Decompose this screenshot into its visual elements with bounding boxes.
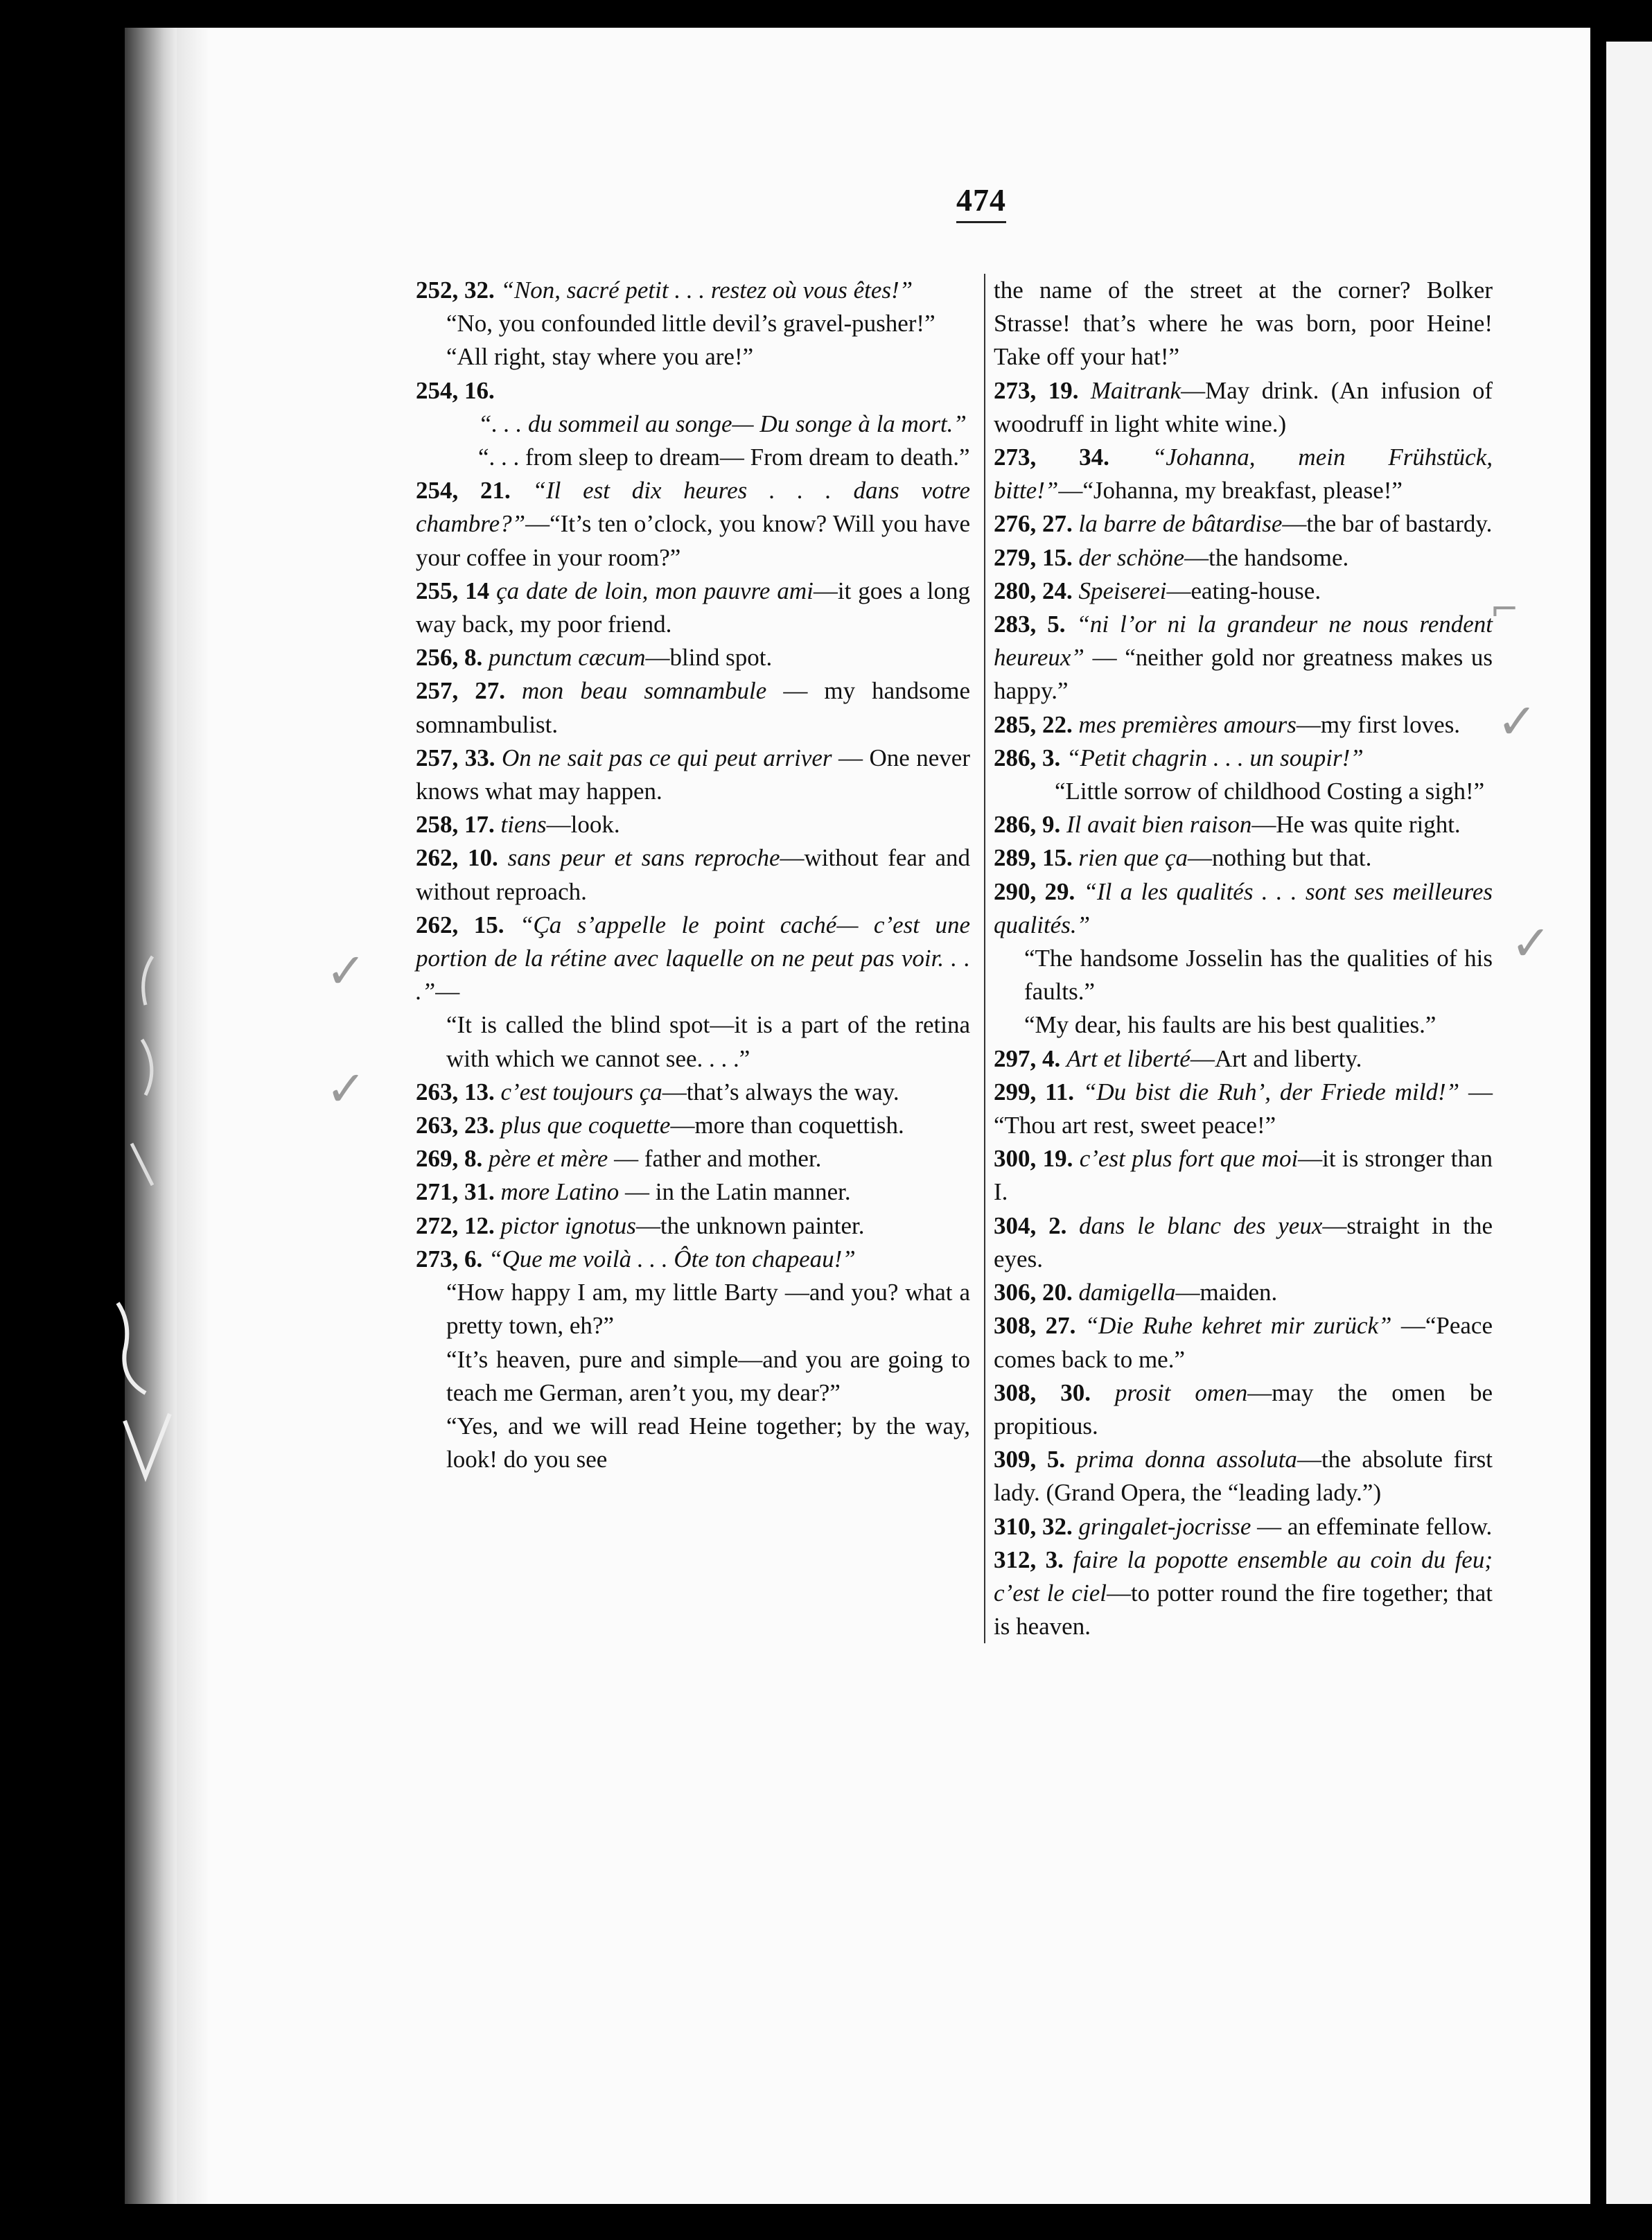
entry-reference: 256, 8.	[416, 644, 489, 672]
glossary-entry	[416, 841, 970, 908]
entry-translation: “Little sorrow of childhood Costing a sigh!”	[1055, 778, 1485, 805]
glossary-entry	[416, 1243, 970, 1276]
pencil-checkmark-icon: ✓	[326, 1060, 367, 1117]
entry-translation: —Art and liberty.	[1190, 1044, 1362, 1072]
glossary-entry	[994, 374, 1493, 441]
glossary-entry	[416, 1175, 970, 1209]
glossary-entry	[994, 608, 1493, 708]
entry-reference: 290, 29.	[994, 877, 1084, 905]
entry-reference: 285, 22.	[994, 710, 1079, 738]
entry-foreign-phrase: ça date de loin, mon pauvre ami	[496, 577, 814, 604]
glossary-entry	[416, 742, 970, 808]
entry-foreign-phrase: “Ça s’appelle le point caché— c’est une portion de la rétine avec laquelle on ne peut pas voir. . . .”	[416, 911, 971, 1006]
entry-translation: “No, you confounded little devil’s gravel-pusher!”	[446, 310, 935, 338]
entry-foreign-phrase: gringalet-jocrisse	[1078, 1512, 1251, 1540]
entry-reference: 300, 19.	[994, 1145, 1080, 1173]
entry-translation: —to potter round the fire together; that is heaven.	[994, 1579, 1493, 1640]
entry-reference: 262, 15.	[416, 911, 520, 938]
entry-translation: —may the omen be propitious.	[994, 1379, 1493, 1440]
glossary-entry	[994, 1042, 1493, 1076]
entry-reference: 254, 16.	[416, 376, 495, 404]
entry-reference: 258, 17.	[416, 811, 501, 839]
entry-translation: —the handsome.	[1184, 543, 1349, 571]
entry-reference: 271, 31.	[416, 1178, 501, 1206]
entry-foreign-phrase: dans le blanc des yeux	[1079, 1211, 1323, 1239]
glossary-entry	[994, 1209, 1493, 1276]
entry-translation: —“It’s ten o’clock, you know? Will you have your coffee in your room?”	[416, 510, 970, 571]
entry-translation: —more than coquettish.	[670, 1112, 904, 1139]
glossary-entry	[994, 575, 1493, 608]
glossary-entry	[416, 340, 970, 374]
entry-reference: 289, 15.	[994, 844, 1079, 872]
glossary-entry	[416, 274, 970, 307]
entry-reference: 283, 5.	[994, 611, 1077, 638]
entry-reference: 263, 13.	[416, 1078, 501, 1105]
glossary-entry	[994, 441, 1493, 507]
entry-reference: 254, 21.	[416, 477, 533, 505]
entry-foreign-phrase: On ne sait pas ce qui peut arriver	[501, 744, 832, 771]
entry-foreign-phrase: c’est plus fort que moi	[1079, 1145, 1299, 1173]
glossary-entry	[994, 274, 1493, 374]
entry-translation: —blind spot.	[645, 644, 773, 672]
glossary-entry	[994, 775, 1493, 808]
entry-reference: 273, 34.	[994, 444, 1152, 471]
entry-reference: 299, 11.	[994, 1078, 1083, 1105]
entry-reference: 273, 6.	[416, 1245, 489, 1272]
glossary-entry	[994, 1076, 1493, 1142]
entry-foreign-phrase: c’est toujours ça	[500, 1078, 662, 1105]
entry-translation: “. . . from sleep to dream— From dream to death.”	[478, 444, 970, 471]
entry-translation: — “neither gold nor greatness makes us happy.”	[994, 644, 1493, 705]
glossary-entry	[416, 1276, 970, 1342]
facing-page-edge	[1606, 42, 1652, 2204]
entry-reference: 279, 15.	[994, 543, 1079, 571]
glossary-entry	[416, 1076, 970, 1109]
entry-foreign-phrase: “Johanna, mein Frühstück, bitte!”	[994, 444, 1493, 505]
entry-foreign-phrase: pictor ignotus	[500, 1211, 636, 1239]
glossary-entry	[416, 374, 970, 408]
entry-foreign-phrase: faire la popotte ensemble au coin du feu; c’est le ciel	[994, 1546, 1493, 1607]
entry-translation: the name of the street at the corner? Bolker Strasse! that’s where he was born, poor Heine! Take off your hat!”	[994, 277, 1493, 371]
entry-reference: 273, 19.	[994, 376, 1091, 404]
glossary-entry	[416, 575, 970, 641]
entry-reference: 312, 3.	[994, 1546, 1073, 1573]
glossary-entry	[994, 841, 1493, 875]
glossary-entry	[416, 474, 970, 575]
glossary-entry	[994, 1543, 1493, 1644]
entry-foreign-phrase: “Die Ruhe kehret mir zurück”	[1084, 1312, 1392, 1340]
entry-foreign-phrase: Art et liberté	[1066, 1044, 1190, 1072]
entry-translation: “Yes, and we will read Heine together; by the way, look! do you see	[446, 1412, 970, 1473]
entry-translation: “It is called the blind spot—it is a part of the retina with which we cannot see. . . .”	[446, 1011, 970, 1072]
entry-translation: —He was quite right.	[1251, 811, 1461, 839]
pencil-checkmark-icon: ⌐	[1490, 589, 1519, 629]
entry-reference: 286, 3.	[994, 744, 1066, 771]
entry-reference: 255, 14	[416, 577, 497, 604]
entry-foreign-phrase: “Il est dix heures . . . dans votre chambre?”	[416, 477, 971, 538]
glossary-column-left	[416, 274, 970, 1476]
entry-reference: 280, 24.	[994, 577, 1079, 604]
glossary-entry	[994, 1008, 1493, 1042]
entry-translation: —eating-house.	[1166, 577, 1321, 604]
entry-translation: —without fear and without reproach.	[416, 844, 970, 905]
glossary-entry	[994, 541, 1493, 575]
pencil-checkmark-icon: ✓	[1511, 915, 1552, 972]
entry-translation: —the bar of bastardy.	[1282, 510, 1493, 538]
glossary-entry	[416, 909, 970, 1009]
glossary-entry	[994, 808, 1493, 841]
entry-translation: — “Thou art rest, sweet peace!”	[994, 1078, 1493, 1139]
entry-foreign-phrase: tiens	[500, 811, 547, 839]
entry-translation: —the unknown painter.	[635, 1211, 865, 1239]
glossary-entry	[994, 708, 1493, 742]
entry-translation: —look.	[546, 811, 620, 839]
entry-translation: —it goes a long way back, my poor friend.	[416, 577, 970, 638]
entry-translation: “How happy I am, my little Barty —and you? what a pretty town, eh?”	[446, 1279, 970, 1340]
glossary-entry	[994, 875, 1493, 942]
entry-foreign-phrase: plus que coquette	[500, 1112, 671, 1139]
entry-reference: 269, 8.	[416, 1145, 489, 1173]
entry-translation: —“Johanna, my breakfast, please!”	[1058, 477, 1403, 505]
glossary-entry	[994, 1276, 1493, 1309]
entry-foreign-phrase: Speiserei	[1078, 577, 1167, 604]
entry-translation: —May drink. (An infusion of woodruff in light white wine.)	[994, 376, 1493, 437]
entry-foreign-phrase: “. . . du sommeil au songe— Du songe à la mort.”	[478, 410, 967, 437]
entry-translation: —that’s always the way.	[662, 1078, 899, 1105]
glossary-entry	[416, 1142, 970, 1175]
entry-foreign-phrase: la barre de bâtardise	[1078, 510, 1283, 538]
glossary-entry	[416, 307, 970, 340]
entry-reference: 304, 2.	[994, 1211, 1080, 1239]
entry-reference: 308, 30.	[994, 1379, 1115, 1406]
entry-reference: 286, 9.	[994, 811, 1066, 839]
entry-reference: 262, 10.	[416, 844, 508, 872]
entry-translation: —maiden.	[1175, 1279, 1278, 1306]
entry-translation: — father and mother.	[608, 1145, 822, 1173]
entry-reference: 310, 32.	[994, 1512, 1079, 1540]
glossary-entry	[416, 1343, 970, 1410]
entry-foreign-phrase: more Latino	[500, 1178, 620, 1206]
entry-foreign-phrase: “Il a les qualités . . . sont ses meilleures qualités.”	[994, 877, 1493, 938]
glossary-entry	[416, 1209, 970, 1243]
entry-foreign-phrase: Il avait bien raison	[1066, 811, 1252, 839]
entry-translation: — an effeminate fellow.	[1251, 1512, 1493, 1540]
book-page-stack	[177, 28, 209, 2204]
entry-translation: — in the Latin manner.	[619, 1178, 851, 1206]
entry-foreign-phrase: “Petit chagrin . . . un soupir!”	[1066, 744, 1364, 771]
entry-foreign-phrase: père et mère	[489, 1145, 608, 1173]
glossary-entry	[416, 674, 970, 741]
entry-foreign-phrase: prosit omen	[1115, 1379, 1248, 1406]
glossary-entry	[416, 441, 970, 474]
entry-translation: “All right, stay where you are!”	[446, 343, 754, 371]
entry-translation: —	[435, 978, 460, 1006]
glossary-entry	[416, 1008, 970, 1075]
entry-translation: —it is stronger than I.	[994, 1145, 1493, 1206]
entry-translation: —straight in the eyes.	[994, 1211, 1493, 1272]
entry-translation: “The handsome Josselin has the qualities of his faults.”	[1024, 945, 1493, 1006]
entry-foreign-phrase: prima donna assoluta	[1075, 1446, 1297, 1473]
entry-foreign-phrase: “Que me voilà . . . Ôte ton chapeau!”	[489, 1245, 856, 1272]
entry-foreign-phrase: der schöne	[1078, 543, 1185, 571]
entry-translation: “It’s heaven, pure and simple—and you are going to teach me German, aren’t you, my dear?”	[446, 1345, 970, 1406]
glossary-entry	[994, 1443, 1493, 1510]
entry-translation: — my handsome somnambulist.	[416, 677, 970, 738]
entry-translation: —the absolute first lady. (Grand Opera, the “leading lady.”)	[994, 1446, 1493, 1507]
entry-reference: 252, 32.	[416, 277, 501, 304]
entry-reference: 257, 33.	[416, 744, 502, 771]
glossary-entry	[416, 808, 970, 841]
entry-reference: 308, 27.	[994, 1312, 1085, 1340]
entry-reference: 257, 27.	[416, 677, 522, 705]
glossary-entry	[416, 1109, 970, 1142]
glossary-entry	[416, 641, 970, 674]
handwritten-margin-note-icon	[104, 936, 173, 1490]
entry-reference: 306, 20.	[994, 1279, 1079, 1306]
glossary-entry	[416, 408, 970, 441]
glossary-entry	[994, 742, 1493, 775]
entry-foreign-phrase: rien que ça	[1078, 844, 1188, 872]
entry-translation: — One never knows what may happen.	[416, 744, 971, 805]
entry-foreign-phrase: mon beau somnambule	[522, 677, 767, 705]
pencil-checkmark-icon: ✓	[326, 943, 367, 999]
entry-foreign-phrase: “Du bist die Ruh’, der Friede mild!”	[1082, 1078, 1460, 1105]
glossary-entry	[416, 1410, 970, 1476]
entry-translation: —“Peace comes back to me.”	[994, 1312, 1493, 1373]
glossary-column-right	[984, 274, 1493, 1643]
entry-reference: 297, 4.	[994, 1044, 1066, 1072]
pencil-checkmark-icon: ✓	[1497, 693, 1538, 750]
entry-reference: 272, 12.	[416, 1211, 501, 1239]
glossary-entry	[994, 507, 1493, 541]
entry-reference: 263, 23.	[416, 1112, 501, 1139]
glossary-entry	[994, 942, 1493, 1008]
glossary-entry	[994, 1142, 1493, 1209]
entry-foreign-phrase: punctum cæcum	[489, 644, 646, 672]
entry-foreign-phrase: sans peur et sans reproche	[507, 844, 780, 872]
entry-foreign-phrase: “Non, sacré petit . . . restez où vous êtes!”	[500, 277, 913, 304]
glossary-entry	[994, 1510, 1493, 1543]
entry-foreign-phrase: damigella	[1078, 1279, 1176, 1306]
glossary-entry	[994, 1376, 1493, 1443]
entry-reference: 309, 5.	[994, 1446, 1076, 1473]
page-number: 474	[956, 182, 1006, 223]
entry-translation: —nothing but that.	[1187, 844, 1372, 872]
entry-translation: —my first loves.	[1296, 710, 1461, 738]
entry-foreign-phrase: “ni l’or ni la grandeur ne nous rendent heureux”	[994, 611, 1493, 672]
glossary-entry	[994, 1309, 1493, 1376]
entry-translation: “My dear, his faults are his best qualities.”	[1024, 1011, 1436, 1039]
entry-foreign-phrase: mes premières amours	[1078, 710, 1297, 738]
entry-reference: 276, 27.	[994, 510, 1079, 538]
entry-foreign-phrase: Maitrank	[1090, 376, 1181, 404]
